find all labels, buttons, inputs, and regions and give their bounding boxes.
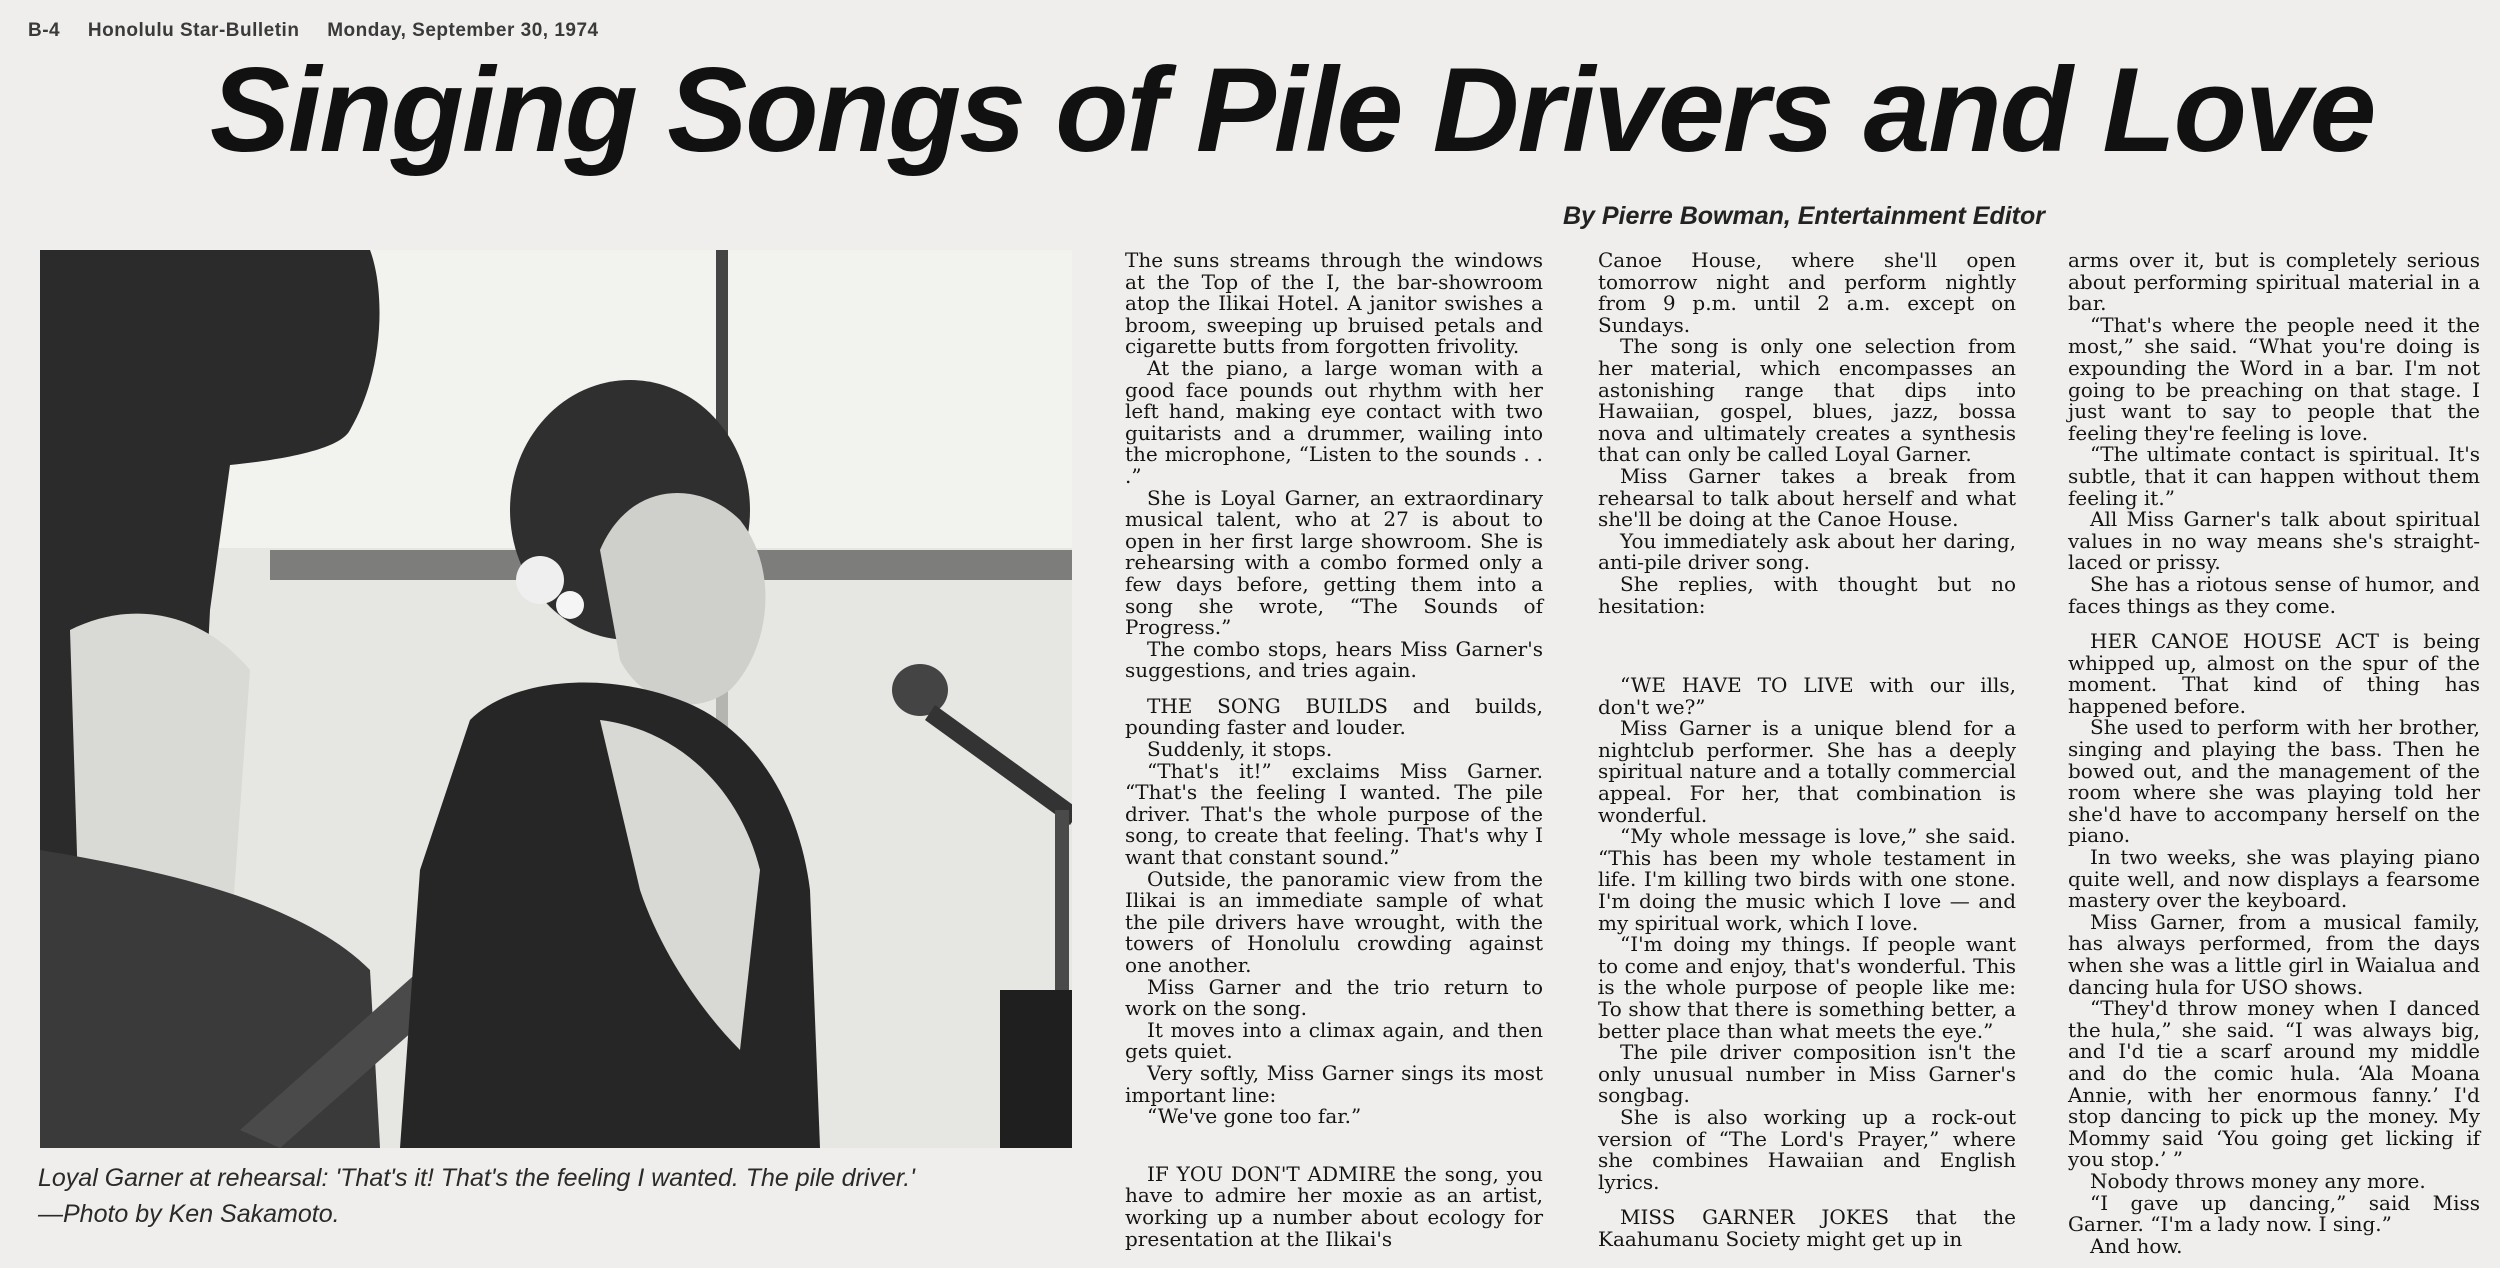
paragraph: The suns streams through the windows at the Top of the I, the bar-showroom atop the Ilikai Hotel. A janitor swishes a broom, sweeping up bruised petals and cigarette butts from forgotten frivolity. [1125, 248, 1543, 359]
subhead-paragraph: HER CANOE HOUSE ACT is being whipped up, almost on the spur of the moment. That kind of thing has happened before. [2068, 629, 2480, 718]
paragraph: And how. [2090, 1233, 2183, 1258]
issue-date: Monday, September 30, 1974 [327, 20, 599, 41]
paragraph: Outside, the panoramic view from the Ilikai is an immediate sample of what the pile drivers have wrought, with the towers of Honolulu crowding against one another. [1125, 866, 1543, 977]
paragraph: She has a riotous sense of humor, and faces things as they come. [2068, 571, 2480, 618]
paragraph: She is Loyal Garner, an extraordinary musical talent, who at 27 is about to open in her first large showroom. She is rehearsing with a combo formed only a few days before, getting them into a song she wrote, “The Sounds of Progress.” [1125, 485, 1543, 640]
paragraph: “They'd throw money when I danced the hula,” she said. “I was always big, and I'd tie a scarf around my middle and do the comic hula. ‘Ala Moana Annie, with her enormous fanny.’ I'd stop dancing to pick up the money. My Mommy said ‘You going get licking if you stop.’ ” [2068, 996, 2480, 1172]
caption-credit: —Photo by Ken Sakamoto. [38, 1200, 340, 1228]
paragraph: Miss Garner and the trio return to work on the song. [1125, 974, 1543, 1021]
paragraph: Miss Garner is a unique blend for a nightclub performer. She has a deeply spiritual nature and a totally commercial appeal. For her, that combination is wonderful. [1598, 716, 2016, 827]
paragraph: Miss Garner takes a break from rehearsal to talk about herself and what she'll be doing at the Canoe House. [1598, 463, 2016, 532]
subhead-paragraph: MISS GARNER JOKES that the Kaahumanu Society might get up in [1598, 1205, 2016, 1251]
article-column-1 [1125, 250, 1543, 1250]
photo-illustration [40, 250, 1072, 1148]
newspaper-name: Honolulu Star-Bulletin [87, 20, 300, 41]
paragraph: The combo stops, hears Miss Garner's suggestions, and tries again. [1125, 636, 1543, 683]
paragraph: The song is only one selection from her material, which encompasses an astonishing range that dips into Hawaiian, gospel, blues, jazz, bossa nova and ultimately creates a synthesis that can only be called Loyal Garner. [1598, 334, 2016, 467]
subhead-paragraph: IF YOU DON'T ADMIRE the song, you have to admire her moxie as an artist, working up a number about ecology for presentation at the Ilikai's [1125, 1161, 1543, 1251]
paragraph: “We've gone too far.” [1147, 1104, 1362, 1129]
caption-line-1: Loyal Garner at rehearsal: 'That's it! That's the feeling I wanted. The pile driver.' [38, 1164, 915, 1192]
paragraph: The pile driver composition isn't the only unusual number in Miss Garner's songbag. [1598, 1040, 2016, 1108]
paragraph: arms over it, but is completely serious about performing spiritual material in a bar. [2068, 248, 2480, 316]
paragraph: “That's it!” exclaims Miss Garner. “That's the feeling I wanted. The pile driver. That's the whole purpose of the song, to create that feeling. That's why I want that constant sound.” [1125, 758, 1543, 870]
paragraph: “My whole message is love,” she said. “This has been my whole testament in life. I'm killing two birds with one stone. I'm doing the music which I love — and my spiritual work, which I love. [1598, 824, 2016, 935]
paragraph: “The ultimate contact is spiritual. It's subtle, that it can happen without them feeling it.” [2068, 442, 2480, 510]
paragraph: All Miss Garner's talk about spiritual values in no way means she's straight-laced or prissy. [2068, 507, 2480, 575]
subhead-paragraph: “WE HAVE TO LIVE with our ills, don't we?” [1598, 673, 2016, 719]
paragraph: She is also working up a rock-out version of “The Lord's Prayer,” where she combines Hawaiian and English lyrics. [1598, 1104, 2016, 1194]
paragraph: Miss Garner, from a musical family, has always performed, from the days when she was a little girl in Waialua and dancing hula for USO shows. [2068, 909, 2480, 999]
headline: Singing Songs of Pile Drivers and Love [210, 43, 2375, 177]
paragraph: In two weeks, she was playing piano quite well, and now displays a fearsome mastery over the keyboard. [2068, 845, 2480, 913]
photo-caption [38, 1160, 1098, 1232]
paragraph: Suddenly, it stops. [1147, 737, 1333, 762]
paragraph: “I'm doing my things. If people want to come and enjoy, that's wonderful. This is the whole purpose of people like me: To show that there is something better, a better place than what meets the eye.” [1598, 932, 2016, 1043]
paragraph: She replies, with thought but no hesitation: [1598, 571, 2016, 618]
paragraph: At the piano, a large woman with a good face pounds out rhythm with her left hand, making eye contact with two guitarists and a drummer, wailing into the microphone, “Listen to the sounds . . .” [1125, 355, 1543, 488]
article-photo [40, 250, 1072, 1148]
paragraph: Very softly, Miss Garner sings its most important line: [1125, 1060, 1543, 1107]
article-column-3 [2068, 250, 2480, 1257]
byline: By Pierre Bowman, Entertainment Editor [1562, 202, 2045, 230]
paragraph: Nobody throws money any more. [2090, 1168, 2426, 1193]
paragraph: It moves into a climax again, and then gets quiet. [1125, 1017, 1543, 1064]
subhead-paragraph: THE SONG BUILDS and builds, pounding faster and louder. [1125, 693, 1543, 740]
paragraph: Canoe House, where she'll open tomorrow night and perform nightly from 9 p.m. until 2 a.m. except on Sundays. [1598, 248, 2016, 337]
paragraph: You immediately ask about her daring, anti-pile driver song. [1598, 528, 2016, 575]
paragraph: “That's where the people need it the most,” she said. “What you're doing is expounding the Word in a bar. I'm not going to be preaching on that stage. I just want to say to people that the feeling they're feeling is love. [2068, 312, 2480, 445]
paragraph: “I gave up dancing,” said Miss Garner. “I'm a lady now. I sing.” [2068, 1190, 2480, 1237]
page-folio [28, 20, 621, 42]
page-number: B-4 [28, 20, 61, 41]
article-column-2 [1598, 250, 2016, 1251]
paragraph: She used to perform with her brother, singing and playing the bass. Then he bowed out, and the management of the room where she was playing told her she'd have to accompany herself on the piano. [2068, 715, 2480, 848]
